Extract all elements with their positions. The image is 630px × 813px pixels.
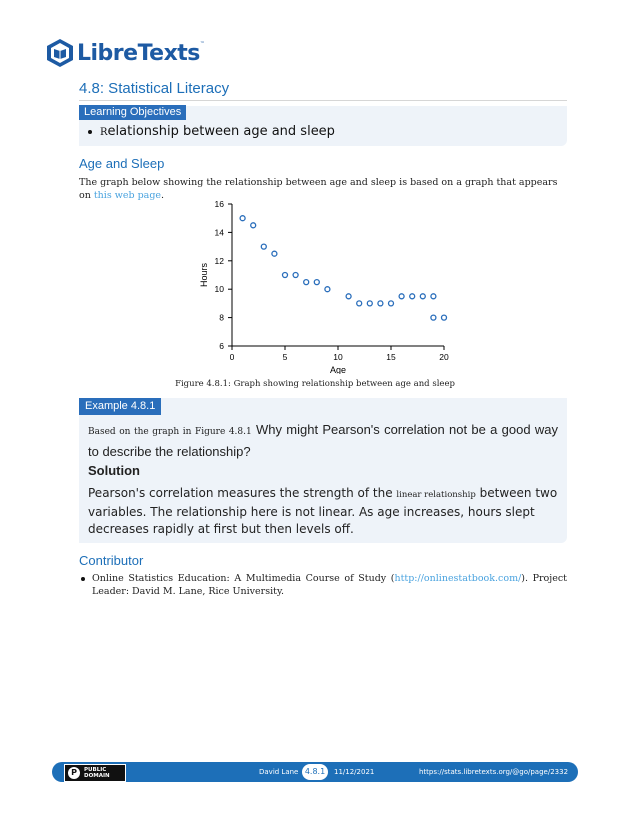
bullet-icon: [81, 577, 85, 581]
scatter-chart: [196, 196, 456, 374]
data-point: [410, 294, 415, 299]
data-point: [367, 301, 372, 306]
data-point: [378, 301, 383, 306]
footer-author: David Lane: [259, 768, 299, 776]
data-point: [442, 315, 447, 320]
footer-url[interactable]: https://stats.libretexts.org/@go/page/2332: [419, 768, 569, 776]
data-point: [240, 216, 245, 221]
section-heading-contributor: Contributor: [79, 553, 144, 568]
title-divider: [79, 100, 567, 101]
x-axis-label: Age: [329, 365, 347, 374]
learning-objectives-tag: Learning Objectives: [79, 105, 186, 120]
section-heading-age-sleep: Age and Sleep: [79, 156, 165, 171]
y-tick-label: 14: [214, 227, 224, 238]
data-point: [399, 294, 404, 299]
x-tick-label: 10: [333, 352, 343, 362]
footer-bar: [52, 762, 578, 782]
data-point: [431, 315, 436, 320]
web-page-link[interactable]: this web page: [93, 190, 162, 201]
public-domain-badge[interactable]: P PUBLIC DOMAIN: [64, 764, 126, 782]
x-tick-label: 5: [282, 352, 288, 362]
figure-caption: Figure 4.8.1: Graph showing relationship between age and sleep: [175, 379, 455, 389]
learning-objective-item: Relationship between age and sleep: [88, 124, 335, 139]
y-axis-label: Hours: [199, 262, 209, 288]
data-point: [283, 273, 288, 278]
footer-date: 11/12/2021: [334, 768, 375, 776]
brand-name: LibreTexts™: [77, 40, 205, 66]
libretexts-icon: [46, 38, 74, 68]
data-point: [304, 280, 309, 285]
data-point: [420, 294, 425, 299]
data-point: [251, 223, 256, 228]
x-tick-label: 0: [229, 352, 235, 362]
x-tick-label: 15: [386, 352, 396, 362]
data-point: [431, 294, 436, 299]
age-sleep-paragraph: The graph below showing the relationship between age and sleep is based on a graph that appears on this web page.: [79, 177, 558, 201]
y-tick-label: 8: [219, 312, 224, 323]
y-tick-label: 6: [219, 341, 224, 351]
data-point: [293, 273, 298, 278]
contributor-item: Online Statistics Education: A Multimedia Course of Study (http://onlinestatbook.com/). Project Leader: David M. Lane, Rice University.: [92, 572, 567, 598]
data-point: [272, 251, 277, 256]
solution-text: Pearson's correlation measures the strength of the linear relationship between two variables. The relationship here is not linear. As age increases, hours slept decreases rapidly at first but then levels off.: [88, 486, 558, 536]
example-tag: Example 4.8.1: [79, 398, 161, 415]
y-tick-label: 10: [214, 284, 224, 295]
data-point: [389, 301, 394, 306]
bullet-icon: [88, 130, 92, 134]
y-tick-label: 16: [214, 199, 224, 209]
data-point: [314, 280, 319, 285]
y-tick-label: 12: [214, 255, 224, 266]
onlinestatbook-link[interactable]: http://onlinestatbook.com/: [394, 573, 522, 584]
public-domain-icon: P: [68, 767, 80, 779]
data-point: [346, 294, 351, 299]
libretexts-logo[interactable]: [46, 38, 204, 68]
solution-heading: Solution: [88, 463, 140, 478]
footer-page-number: 4.8.1: [302, 764, 328, 780]
example-question: Based on the graph in Figure 4.8.1 Why might Pearson's correlation not be a good way to describe the relationship?: [88, 422, 558, 459]
data-point: [261, 244, 266, 249]
page-title: 4.8: Statistical Literacy: [79, 80, 230, 97]
x-tick-label: 20: [439, 352, 449, 362]
data-point: [357, 301, 362, 306]
data-point: [325, 287, 330, 292]
